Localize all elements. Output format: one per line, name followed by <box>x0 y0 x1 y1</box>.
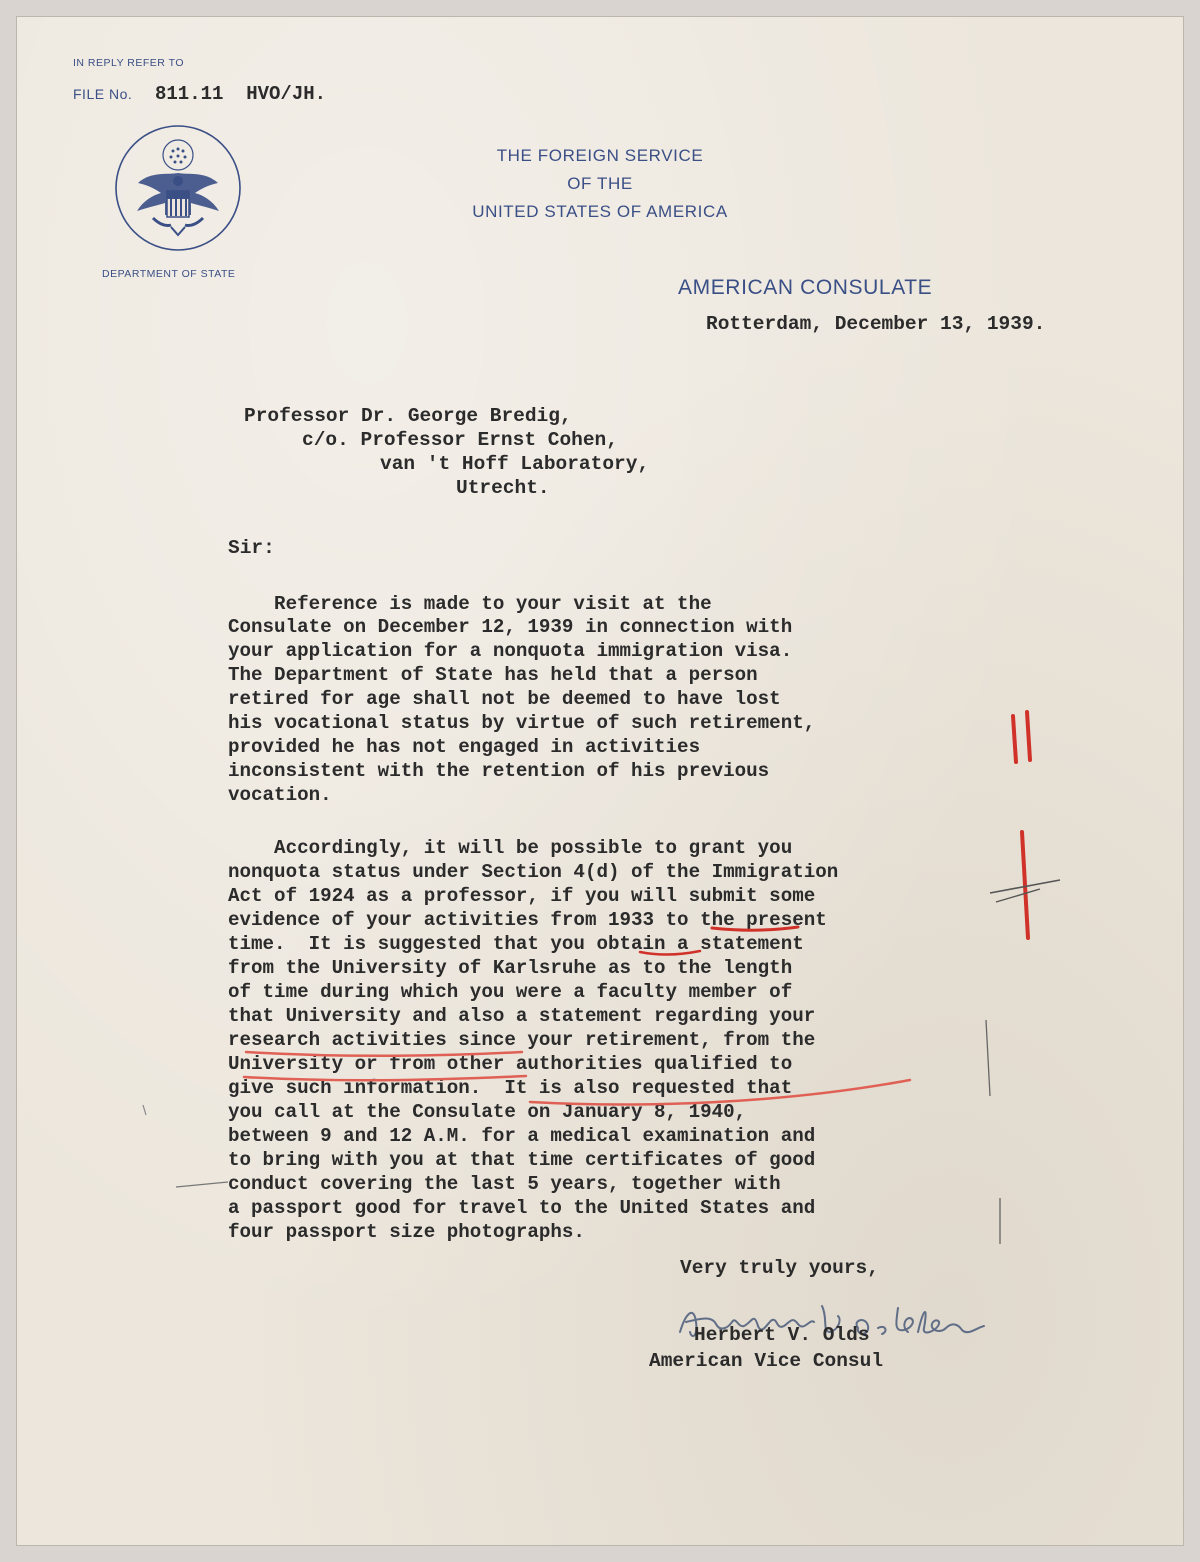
letterhead-line-2: OF THE <box>567 174 633 193</box>
paragraph-line: Reference is made to your visit at the <box>228 593 712 615</box>
paragraph-line: between 9 and 12 A.M. for a medical examination and <box>228 1125 816 1147</box>
salutation: Sir: <box>228 537 275 559</box>
letterhead-line-3: UNITED STATES OF AMERICA <box>472 202 728 221</box>
address-line-2: c/o. Professor Ernst Cohen, <box>302 429 618 451</box>
consulate-label: AMERICAN CONSULATE <box>678 276 933 299</box>
paragraph-line: you call at the Consulate on January 8, 1940, <box>228 1101 747 1123</box>
paragraph-line: of time during which you were a faculty member of <box>228 981 793 1003</box>
paragraph-line: retired for age shall not be deemed to have lost <box>228 688 781 710</box>
paragraph-line: The Department of State has held that a person <box>228 664 758 686</box>
great-seal-icon <box>113 123 243 253</box>
paragraph-line: four passport size photographs. <box>228 1221 585 1243</box>
paragraph-line: conduct covering the last 5 years, together with <box>228 1173 781 1195</box>
paragraph-line: vocation. <box>228 784 332 806</box>
paragraph-line: from the University of Karlsruhe as to the length <box>228 957 793 979</box>
address-line-4: Utrecht. <box>456 477 550 499</box>
closing: Very truly yours, <box>680 1257 879 1279</box>
paragraph-line: Accordingly, it will be possible to grant you <box>228 837 793 859</box>
paragraph-line: research activities since your retirement, from the <box>228 1029 816 1051</box>
reply-refer-label: IN REPLY REFER TO <box>73 57 185 69</box>
signer-title: American Vice Consul <box>649 1350 884 1372</box>
signer-name: Herbert V. Olds <box>694 1324 870 1346</box>
paragraph-line: University or from other authorities qualified to <box>228 1053 793 1075</box>
paragraph-line: your application for a nonquota immigration visa. <box>228 640 793 662</box>
paragraph-line: give such information. It is also requested that <box>228 1077 793 1099</box>
paragraph-line: his vocational status by virtue of such retirement, <box>228 712 816 734</box>
address-line-1: Professor Dr. George Bredig, <box>244 405 572 427</box>
paragraph-line: provided he has not engaged in activities <box>228 736 701 758</box>
paragraph-line: evidence of your activities from 1933 to the present <box>228 909 827 931</box>
letterhead-line-1: THE FOREIGN SERVICE <box>496 146 704 165</box>
paragraph-line: nonquota status under Section 4(d) of the Immigration <box>228 861 839 883</box>
paragraph-line: time. It is suggested that you obtain a statement <box>228 933 804 955</box>
paragraph-line: that University and also a statement regarding your <box>228 1005 816 1027</box>
file-number-label: FILE No. <box>73 86 133 102</box>
paragraph-line: a passport good for travel to the United States and <box>228 1197 816 1219</box>
date-line: Rotterdam, December 13, 1939. <box>706 313 1046 335</box>
file-number: 811.11 HVO/JH. <box>155 83 327 105</box>
paragraph-line: inconsistent with the retention of his previous <box>228 760 770 782</box>
paragraph-line: Consulate on December 12, 1939 in connection with <box>228 616 793 638</box>
address-line-3: van 't Hoff Laboratory, <box>380 453 650 475</box>
paragraph-line: to bring with you at that time certificates of good <box>228 1149 816 1171</box>
department-label: DEPARTMENT OF STATE <box>102 268 236 280</box>
paragraph-line: Act of 1924 as a professor, if you will submit some <box>228 885 816 907</box>
